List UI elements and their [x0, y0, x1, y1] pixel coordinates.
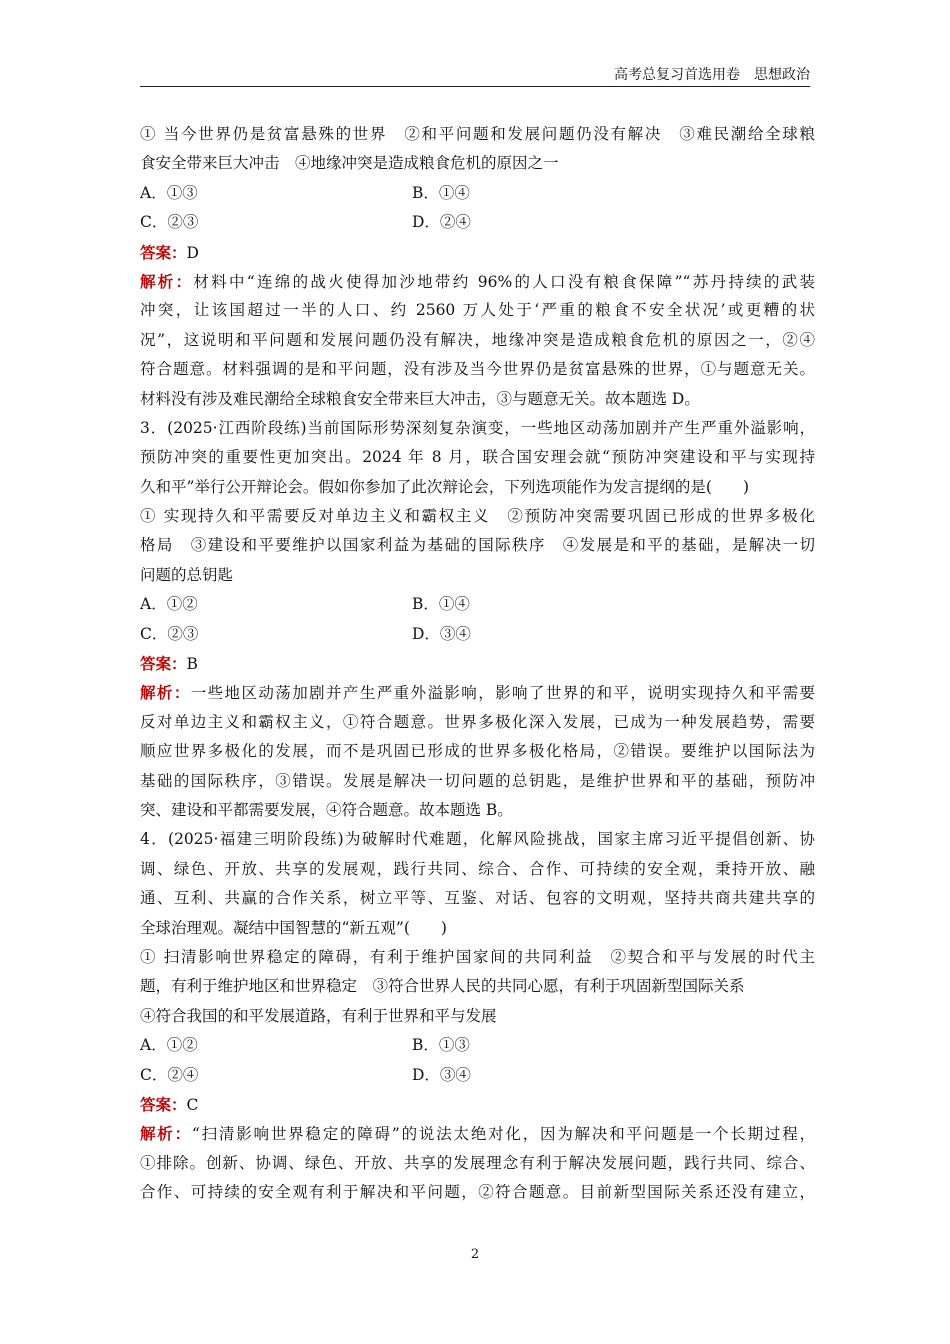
- answer-label: 答案：: [140, 654, 187, 674]
- page-content: [140, 120, 815, 1207]
- q3-statement-line: ① 实现持久和平需要反对单边主义和霸权主义 ②预防冲突需要巩固已形成的世界多极化: [140, 507, 815, 526]
- q3-options-row: [140, 590, 815, 619]
- header-title: 高考总复习首选用卷 思想政治: [614, 67, 810, 83]
- q2-analysis-line: 符合题意。材料强调的是和平问题，没有涉及当今世界仍是贫富悬殊的世界，①与题意无关。: [140, 360, 815, 379]
- q2-analysis-line: [140, 267, 815, 296]
- q3-statement-line: 格局 ③建设和平要维护以国家利益为基础的国际秩序 ④发展是和平的基础，是解决一切: [140, 536, 815, 555]
- q4-option-a: A．①②: [140, 1036, 198, 1055]
- analysis-label: 解析：: [140, 1124, 192, 1144]
- q3-question-line: 预防冲突的重要性更加突出。2024 年 8 月，联合国安理会就“预防冲突建设和平与实现持: [140, 448, 815, 467]
- q3-analysis-line: 顺应世界多极化的发展，而不是巩固已形成的世界多极化格局，②错误。要维护以国际法为: [140, 742, 815, 761]
- q2-options-row: [140, 208, 815, 237]
- q4-question-line: 4．(2025·福建三明阶段练)为破解时代难题，化解风险挑战，国家主席习近平提倡创新、协: [140, 830, 815, 849]
- answer-label: 答案：: [140, 1094, 187, 1114]
- q2-option-b: B．①④: [412, 183, 470, 202]
- q4-option-d: D．③④: [412, 1065, 471, 1084]
- answer-label: 答案：: [140, 242, 187, 262]
- q3-options-row: [140, 620, 815, 649]
- q4-answer: [140, 1090, 815, 1119]
- q4-analysis-line: [140, 1119, 815, 1148]
- q2-statement-line: 食安全带来巨大冲击 ④地缘冲突是造成粮食危机的原因之一: [140, 154, 559, 173]
- q3-statement-line: 问题的总钥匙: [140, 565, 234, 584]
- q2-answer: [140, 238, 815, 267]
- answer-value: B: [186, 655, 198, 674]
- q4-options-row: [140, 1031, 815, 1060]
- q2-option-a: A．①③: [140, 183, 198, 202]
- q4-statement-line: ④符合我国的和平发展道路，有利于世界和平与发展: [140, 1006, 497, 1025]
- q4-question-line: 全球治理观。凝结中国智慧的“新五观”( ): [140, 918, 447, 937]
- q3-option-c: C．②③: [140, 624, 199, 643]
- q3-answer: [140, 649, 815, 678]
- q4-analysis-line: ①排除。创新、协调、绿色、开放、共享的发展理念有利于解决发展问题，践行共同、综合、: [140, 1153, 815, 1172]
- q3-analysis-line: 突、建设和平都需要发展，④符合题意。故本题选 B。: [140, 800, 513, 819]
- analysis-text: 材料中“连绵的战火使得加沙地带约 96%的人口没有粮食保障”“苏丹持续的武装: [193, 272, 815, 291]
- q3-question-line: 3．(2025·江西阶段练)当前国际形势深刻复杂演变，一些地区动荡加剧并产生严重外溢影响，: [140, 418, 815, 437]
- q3-analysis-line: [140, 678, 815, 707]
- q4-question-line: 通、互利、共赢的合作关系，树立平等、互鉴、对话、包容的文明观，坚持共商共建共享的: [140, 889, 815, 908]
- q3-option-a: A．①②: [140, 595, 198, 614]
- q2-option-c: C．②③: [140, 213, 199, 232]
- analysis-label: 解析：: [140, 683, 191, 703]
- q3-option-d: D．③④: [412, 624, 471, 643]
- analysis-text: 一些地区动荡加剧并产生严重外溢影响，影响了世界的和平，说明实现持久和平需要: [190, 684, 815, 703]
- q4-analysis-line: 合作、可持续的安全观有利于解决和平问题，②符合题意。目前新型国际关系还没有建立，: [140, 1183, 815, 1202]
- answer-value: C: [186, 1095, 199, 1114]
- page-header: [140, 66, 810, 87]
- q2-statement-line: ① 当今世界仍是贫富悬殊的世界 ②和平问题和发展问题仍没有解决 ③难民潮给全球粮: [140, 125, 815, 143]
- q4-question-line: 调、绿色、开放、共享的发展观，践行共同、综合、合作、可持续的安全观，秉持开放、融: [140, 859, 815, 878]
- analysis-label: 解析：: [140, 271, 194, 291]
- q4-statement-line: ① 扫清影响世界稳定的障碍，有利于维护国家间的共同利益 ②契合和平与发展的时代主: [140, 947, 815, 966]
- q4-statement-line: 题，有利于维护地区和世界稳定 ③符合世界人民的共同心愿，有利于巩固新型国际关系: [140, 977, 745, 996]
- answer-value: D: [186, 243, 199, 262]
- analysis-text: “扫清影响世界稳定的障碍”的说法太绝对化，因为解决和平问题是一个长期过程，: [191, 1125, 815, 1144]
- q3-option-b: B．①④: [412, 595, 470, 614]
- q2-options-row: [140, 179, 815, 208]
- q2-analysis-line: 况”，这说明和平问题和发展问题仍没有解决，地缘冲突是造成粮食危机的原因之一，②④: [140, 330, 815, 349]
- q2-analysis-line: 材料没有涉及难民潮给全球粮食安全带来巨大冲击，③与题意无关。故本题选 D。: [140, 389, 700, 408]
- q2-option-d: D．②④: [412, 213, 471, 232]
- q4-options-row: [140, 1061, 815, 1090]
- q2-analysis-line: 冲突，让该国超过一半的人口、约 2560 万人处于‘严重的粮食不安全状况’或更糟的状: [140, 301, 815, 320]
- q3-analysis-line: 反对单边主义和霸权主义，①符合题意。世界多极化深入发展，已成为一种发展趋势，需要: [140, 712, 815, 731]
- q3-question-line: 久和平”举行公开辩论会。假如你参加了此次辩论会，下列选项能作为发言提纲的是( ): [140, 477, 750, 496]
- q4-option-c: C．②④: [140, 1065, 199, 1084]
- q4-option-b: B．①③: [412, 1036, 470, 1055]
- q3-analysis-line: 基础的国际秩序，③错误。发展是解决一切问题的总钥匙，是维护世界和平的基础，预防冲: [140, 771, 815, 790]
- page-number: 2: [470, 1247, 480, 1262]
